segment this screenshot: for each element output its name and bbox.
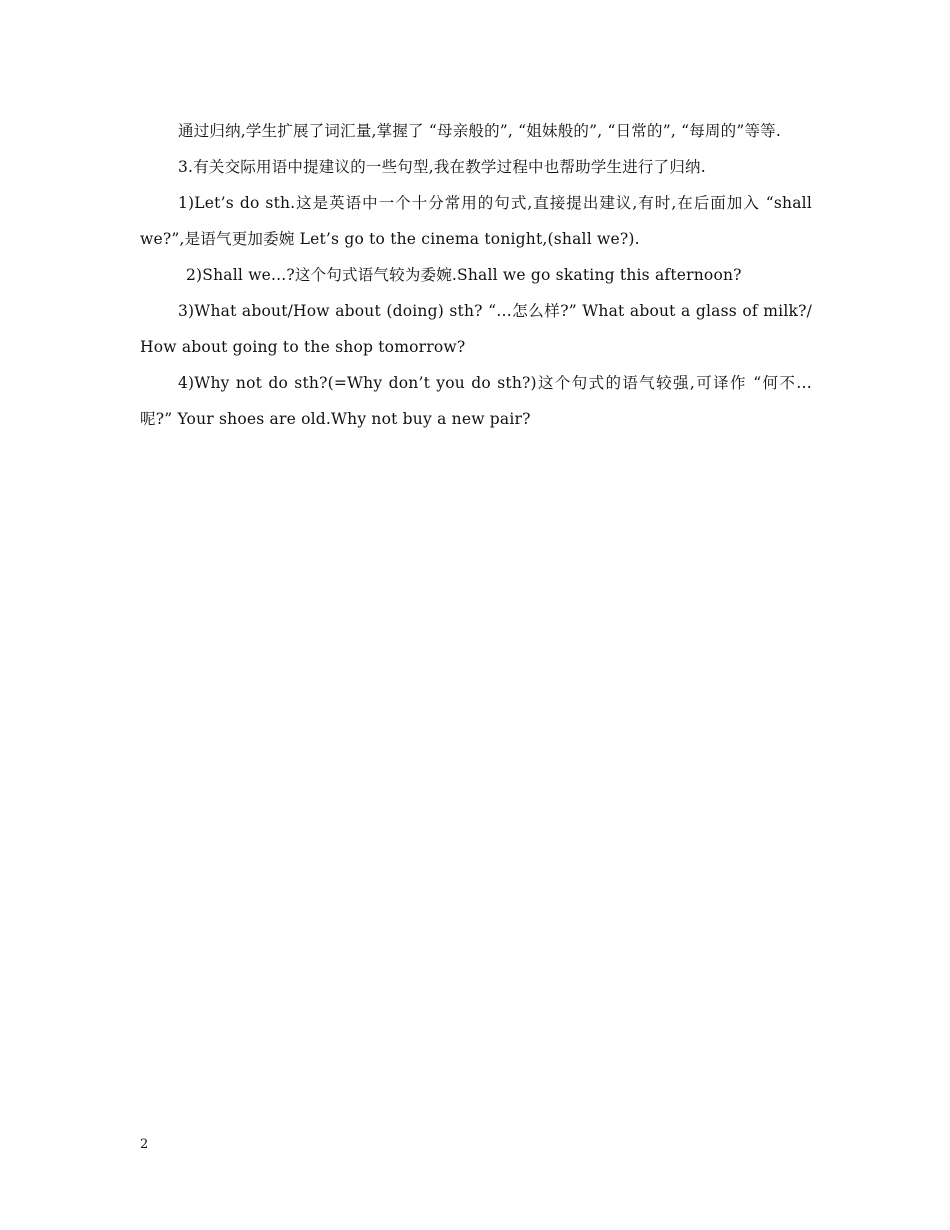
paragraph-why-not: 4)Why not do sth?(=Why don’t you do sth?)这个句式的语气较强,可译作 “何不…呢?” Your shoes are old.Why not buy a new pair?	[140, 374, 812, 428]
paragraph-shall-we: 2)Shall we...?这个句式语气较为委婉.Shall we go skating this afternoon?	[186, 266, 742, 284]
paragraph-lets-do-sth: 1)Let’s do sth.这是英语中一个十分常用的句式,直接提出建议,有时,在后面加入 “shall we?”,是语气更加委婉 Let’s go to the cinema tonight,(shall we?).	[140, 194, 812, 248]
page-number: 2	[140, 1137, 149, 1152]
paragraph-what-about: 3)What about/How about (doing) sth? “…怎么样?” What about a glass of milk?/ How about going to the shop tomorrow?	[140, 302, 812, 356]
paragraph-suggestion-patterns: 3.有关交际用语中提建议的一些句型,我在教学过程中也帮助学生进行了归纳.	[178, 158, 706, 176]
document-body	[140, 113, 812, 437]
paragraph-vocabulary-summary: 通过归纳,学生扩展了词汇量,掌握了 “母亲般的”, “姐妹般的”, “日常的”, “每周的”等等.	[178, 122, 781, 140]
